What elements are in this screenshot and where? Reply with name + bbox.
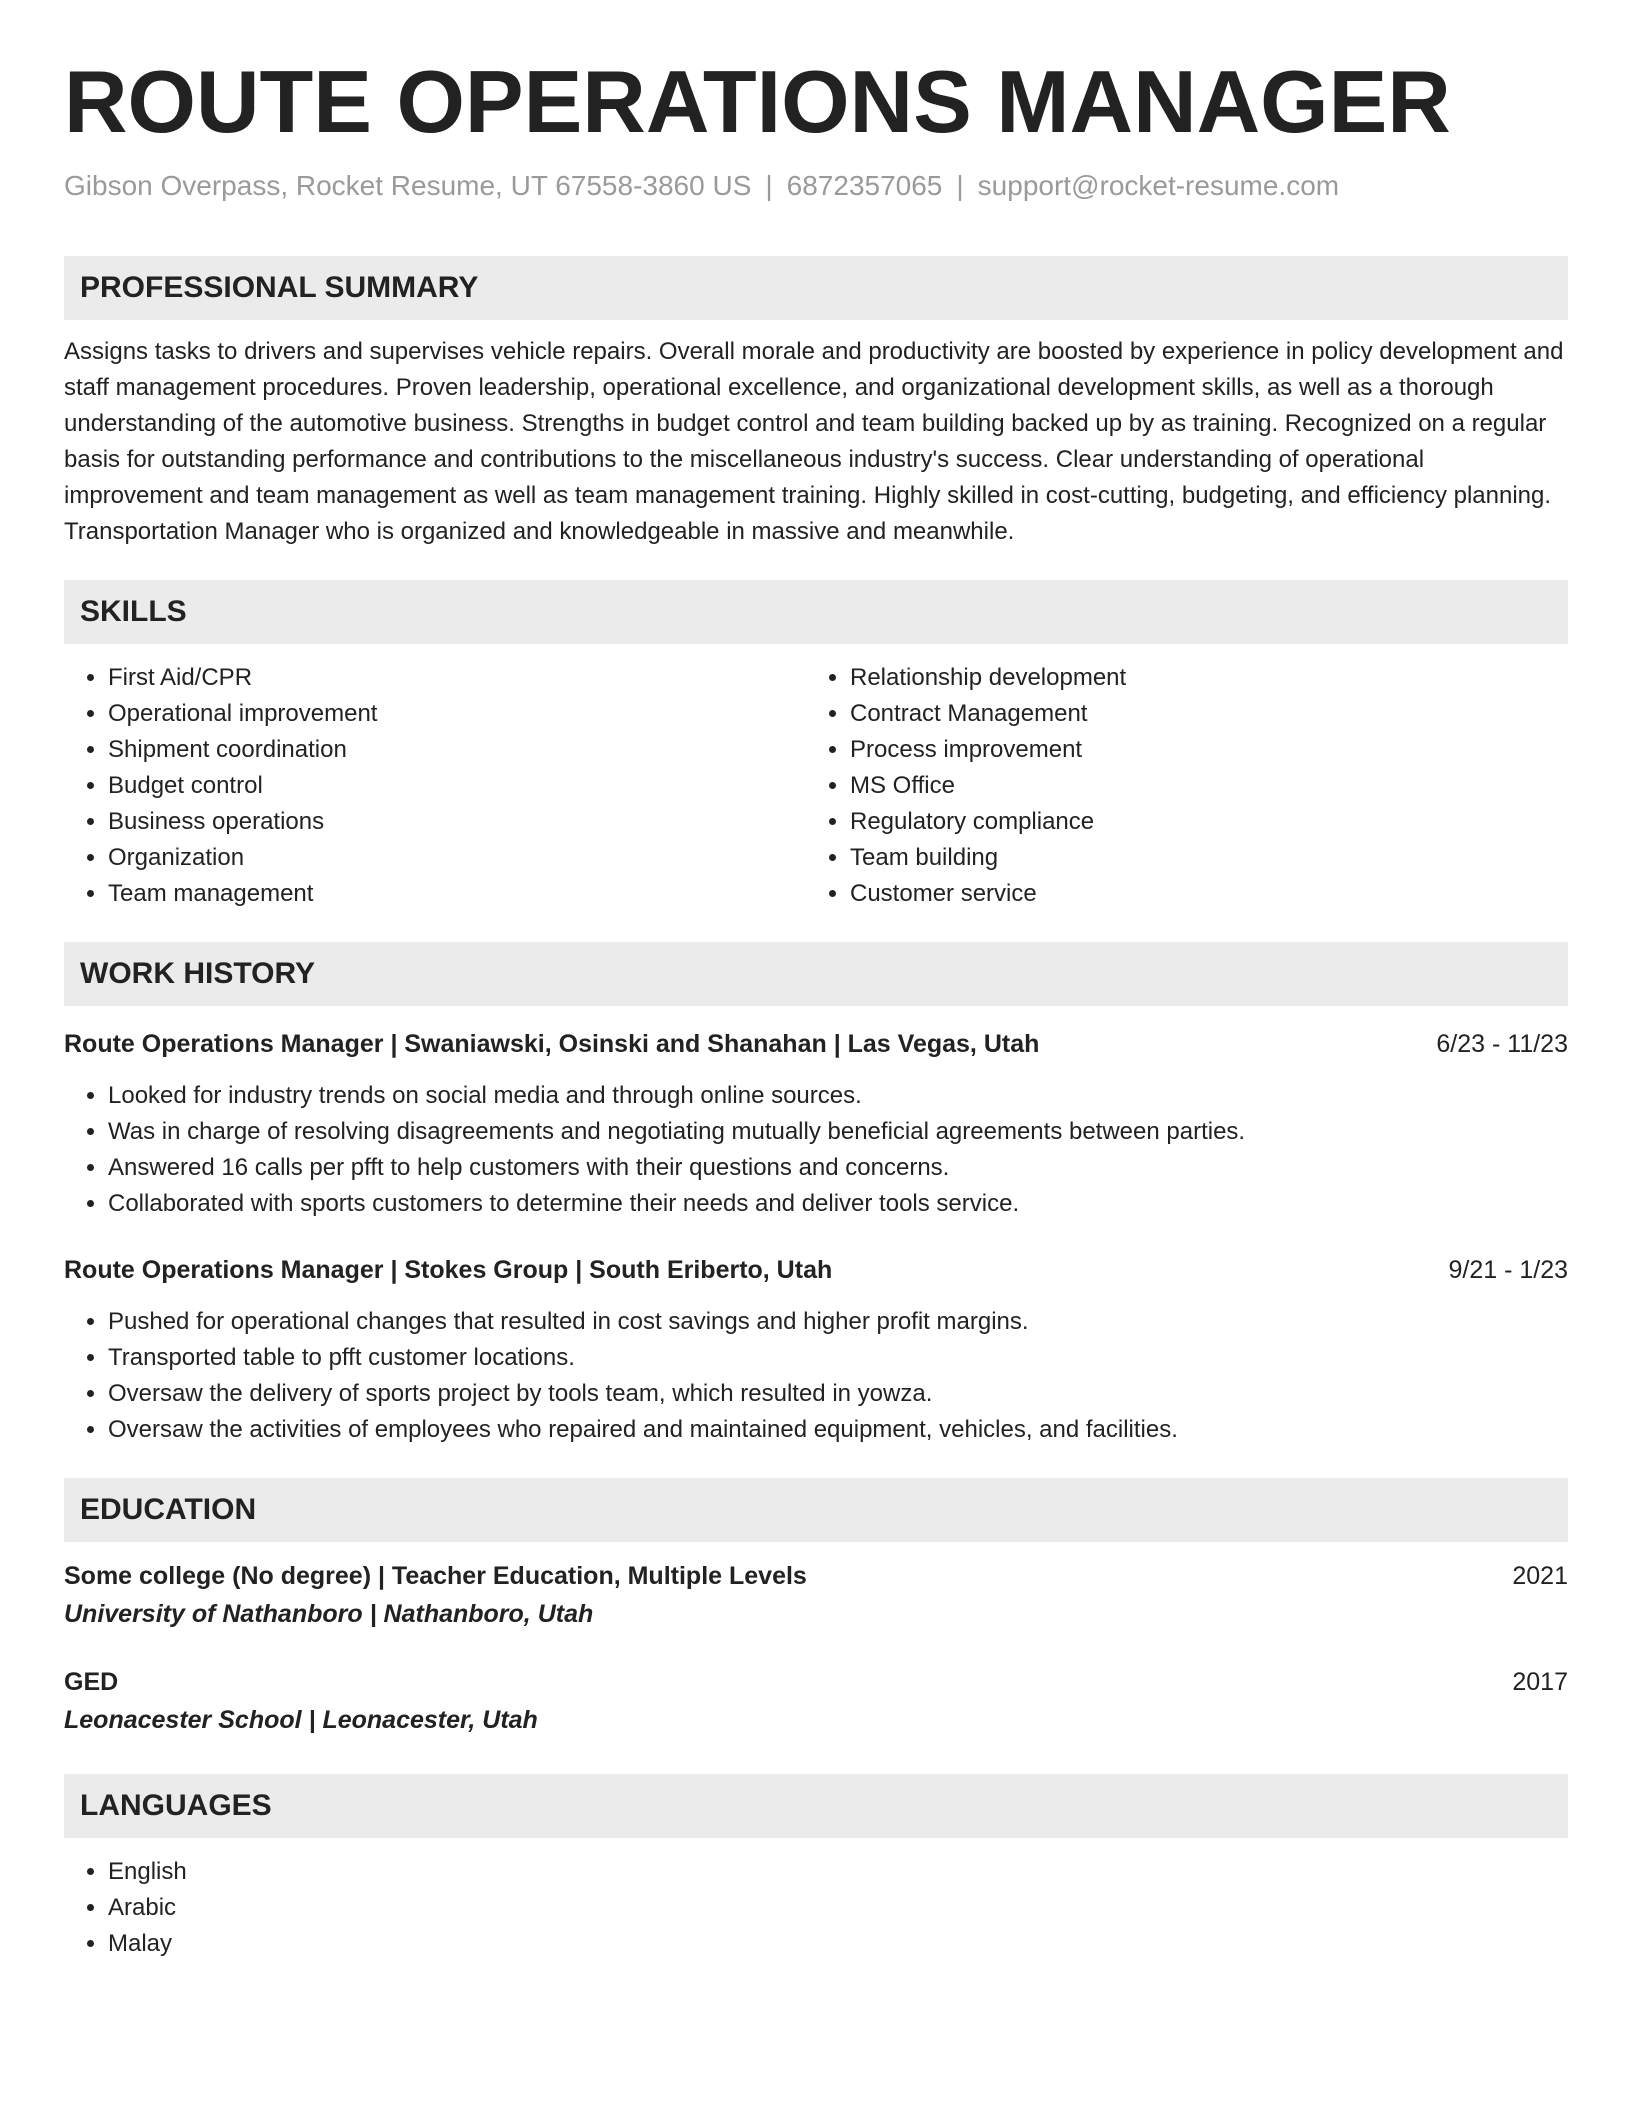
skill-item: • Shipment coordination: [108, 732, 806, 768]
skill-item: • Budget control: [108, 768, 806, 804]
education-heading: EDUCATION: [64, 1478, 1568, 1542]
skill-item: • Relationship development: [850, 660, 1548, 696]
skill-item: • Regulatory compliance: [850, 804, 1548, 840]
education-header: [64, 1664, 1568, 1700]
education-entry: [64, 1664, 1568, 1740]
education-title: GED: [64, 1668, 119, 1696]
job-header: [64, 1252, 1568, 1288]
skills-heading: SKILLS: [64, 580, 1568, 644]
language-item: • Arabic: [108, 1890, 1568, 1926]
summary-text: Assigns tasks to drivers and supervises vehicle repairs. Overall morale and productivity are boosted by experience in policy development and staff management procedures. Proven leadership, operational excellence, and organizational development skills, as well as a thorough understanding of the automotive business. Strengths in budget control and team building backed up by as training. Recognized on a regular basis for outstanding performance and contributions to the miscellaneous industry's success. Clear understanding of operational improvement and team management as well as team management training. Highly skilled in cost-cutting, budgeting, and efficiency planning. Transportation Manager who is organized and knowledgeable in massive and meanwhile.: [64, 338, 1564, 545]
education-entry: [64, 1558, 1568, 1634]
skills-right-list: [806, 660, 1548, 912]
job-entry: [64, 1026, 1568, 1222]
job-bullet: • Answered 16 calls per pfft to help customers with their questions and concerns.: [108, 1150, 1568, 1186]
education-school: University of Nathanboro | Nathanboro, Utah: [64, 1600, 594, 1628]
skill-item: • Operational improvement: [108, 696, 806, 732]
job-bullet: • Pushed for operational changes that resulted in cost savings and higher profit margins.: [108, 1304, 1568, 1340]
job-bullet: • Transported table to pfft customer locations.: [108, 1340, 1568, 1376]
languages-list: [64, 1854, 1568, 1962]
contact-separator: |: [956, 170, 964, 201]
skill-item: • Organization: [108, 840, 806, 876]
contact-email: support@rocket-resume.com: [977, 170, 1340, 201]
job-bullets: [64, 1078, 1568, 1222]
resume-title: ROUTE OPERATIONS MANAGER: [64, 52, 1451, 151]
job-bullet: • Was in charge of resolving disagreements and negotiating mutually beneficial agreements between parties.: [108, 1114, 1568, 1150]
contact-line: [64, 168, 1568, 204]
job-bullet: • Oversaw the delivery of sports project by tools team, which resulted in yowza.: [108, 1376, 1568, 1412]
job-dates: 6/23 - 11/23: [1436, 1030, 1568, 1058]
job-title: Route Operations Manager | Swaniawski, Osinski and Shanahan | Las Vegas, Utah: [64, 1030, 1040, 1058]
contact-address: Gibson Overpass, Rocket Resume, UT 67558-3860 US: [64, 170, 752, 201]
skill-item: • MS Office: [850, 768, 1548, 804]
education-title: Some college (No degree) | Teacher Education, Multiple Levels: [64, 1562, 807, 1590]
skill-item: • First Aid/CPR: [108, 660, 806, 696]
job-bullet: • Collaborated with sports customers to determine their needs and deliver tools service.: [108, 1186, 1568, 1222]
language-item: • English: [108, 1854, 1568, 1890]
contact-phone: 6872357065: [786, 170, 943, 201]
job-bullet: • Oversaw the activities of employees who repaired and maintained equipment, vehicles, and facilities.: [108, 1412, 1568, 1448]
education-header: [64, 1558, 1568, 1594]
skill-item: • Contract Management: [850, 696, 1548, 732]
skill-item: • Customer service: [850, 876, 1548, 912]
summary-heading: PROFESSIONAL SUMMARY: [64, 256, 1568, 320]
job-title: Route Operations Manager | Stokes Group | South Eriberto, Utah: [64, 1256, 833, 1284]
contact-separator: |: [765, 170, 773, 201]
work-history-heading: WORK HISTORY: [64, 942, 1568, 1006]
skill-item: • Team building: [850, 840, 1548, 876]
job-entry: [64, 1252, 1568, 1448]
skill-item: • Team management: [108, 876, 806, 912]
job-bullets: [64, 1304, 1568, 1448]
education-school: Leonacester School | Leonacester, Utah: [64, 1706, 538, 1734]
job-header: [64, 1026, 1568, 1062]
skills-columns: [64, 660, 1568, 912]
job-dates: 9/21 - 1/23: [1448, 1256, 1568, 1284]
education-year: 2021: [1512, 1562, 1568, 1590]
skill-item: • Process improvement: [850, 732, 1548, 768]
education-year: 2017: [1512, 1668, 1568, 1696]
skill-item: • Business operations: [108, 804, 806, 840]
languages-heading: LANGUAGES: [64, 1774, 1568, 1838]
language-item: • Malay: [108, 1926, 1568, 1962]
job-bullet: • Looked for industry trends on social media and through online sources.: [108, 1078, 1568, 1114]
skills-left-list: [64, 660, 806, 912]
